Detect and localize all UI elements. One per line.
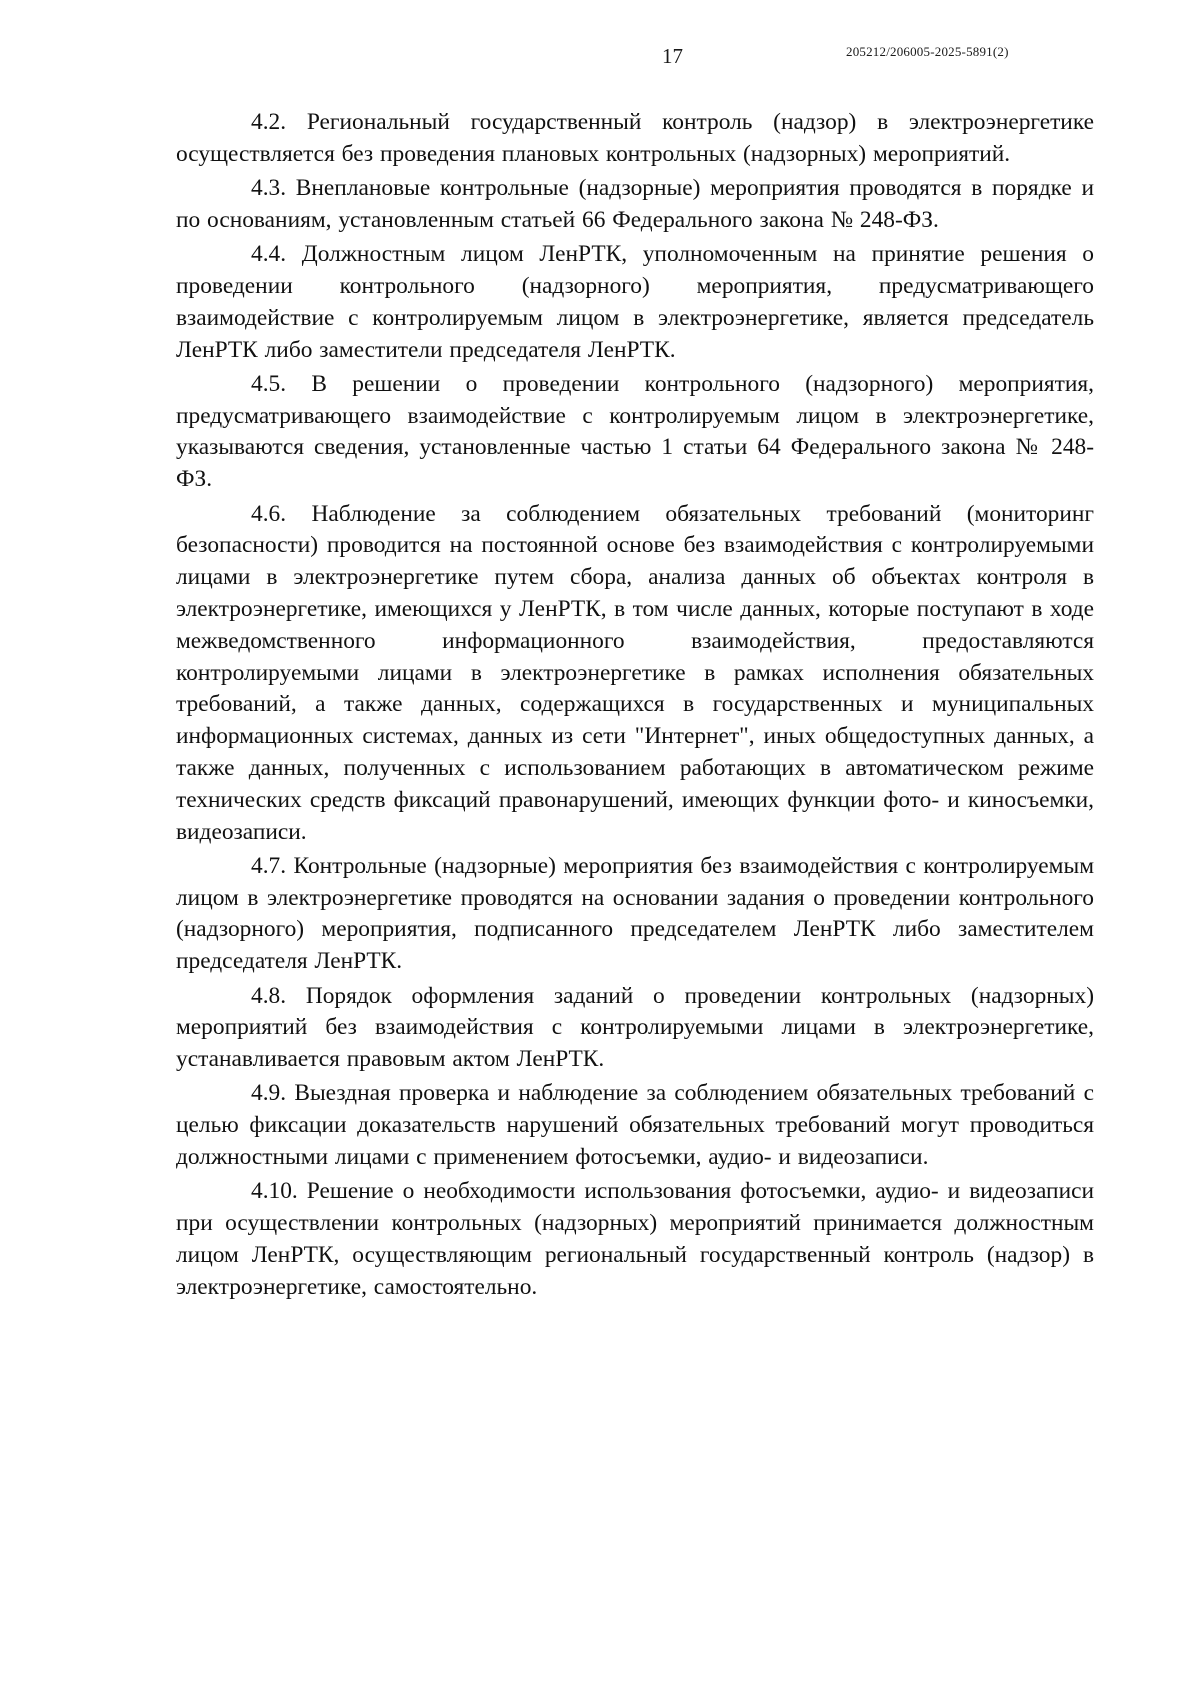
paragraph-4-6: 4.6. Наблюдение за соблюдением обязательных требований (мониторинг безопасности) проводится на постоянной основе без взаимодействия с контролируемыми лицами в электроэнергетике путем сбора, анализа данных об объектах контроля в электроэнергетике, имеющихся у ЛенРТК, в том числе данных, которые поступают в ходе межведомственного информационного взаимодействия, предоставляются контролируемыми лицами в электроэнергетике в рамках исполнения обязательных требований, а также данных, содержащихся в государственных и муниципальных информационных системах, данных из сети "Интернет", иных общедоступных данных, а также данных, полученных с использованием работающих в автоматическом режиме технических средств фиксаций правонарушений, имеющих функции фото- и киносъемки, видеозаписи.: [176, 500, 1094, 845]
page-number: 17: [662, 44, 683, 68]
paragraph-4-9: 4.9. Выездная проверка и наблюдение за соблюдением обязательных требований с целью фиксации доказательств нарушений обязательных требований могут проводиться должностными лицами с применением фотосъемки, аудио- и видеозаписи.: [176, 1080, 1094, 1170]
paragraph-4-7: 4.7. Контрольные (надзорные) мероприятия без взаимодействия с контролируемым лицом в электроэнергетике проводятся на основании задания о проведении контрольного (надзорного) мероприятия, подписанного председателем ЛенРТК либо заместителем председателя ЛенРТК.: [176, 852, 1094, 975]
document-code: 205212/206005-2025-5891(2): [846, 44, 1009, 59]
paragraph-4-2: 4.2. Региональный государственный контроль (надзор) в электроэнергетике осуществляется без проведения плановых контрольных (надзорных) мероприятий.: [176, 109, 1094, 167]
paragraph-4-3: 4.3. Внеплановые контрольные (надзорные) мероприятия проводятся в порядке и по основаниям, установленным статьей 66 Федерального закона № 248-ФЗ.: [176, 175, 1094, 233]
paragraph-4-8: 4.8. Порядок оформления заданий о проведении контрольных (надзорных) мероприятий без взаимодействия с контролируемыми лицами в электроэнергетике, устанавливается правовым актом ЛенРТК.: [176, 982, 1094, 1073]
document-body: [176, 107, 1094, 1306]
paragraph-4-5: 4.5. В решении о проведении контрольного (надзорного) мероприятия, предусматривающего взаимодействие с контролируемым лицом в электроэнергетике, указываются сведения, установленные частью 1 статьи 64 Федерального закона № 248-ФЗ.: [176, 370, 1094, 493]
paragraph-4-4: 4.4. Должностным лицом ЛенРТК, уполномоченным на принятие решения о проведении контрольного (надзорного) мероприятия, предусматривающего взаимодействие с контролируемым лицом в электроэнергетике, является председатель ЛенРТК либо заместители председателя ЛенРТК.: [176, 241, 1094, 363]
paragraph-4-10: 4.10. Решение о необходимости использования фотосъемки, аудио- и видеозаписи при осуществлении контрольных (надзорных) мероприятий принимается должностным лицом ЛенРТК, осуществляющим региональный государственный контроль (надзор) в электроэнергетике, самостоятельно.: [176, 1178, 1094, 1300]
